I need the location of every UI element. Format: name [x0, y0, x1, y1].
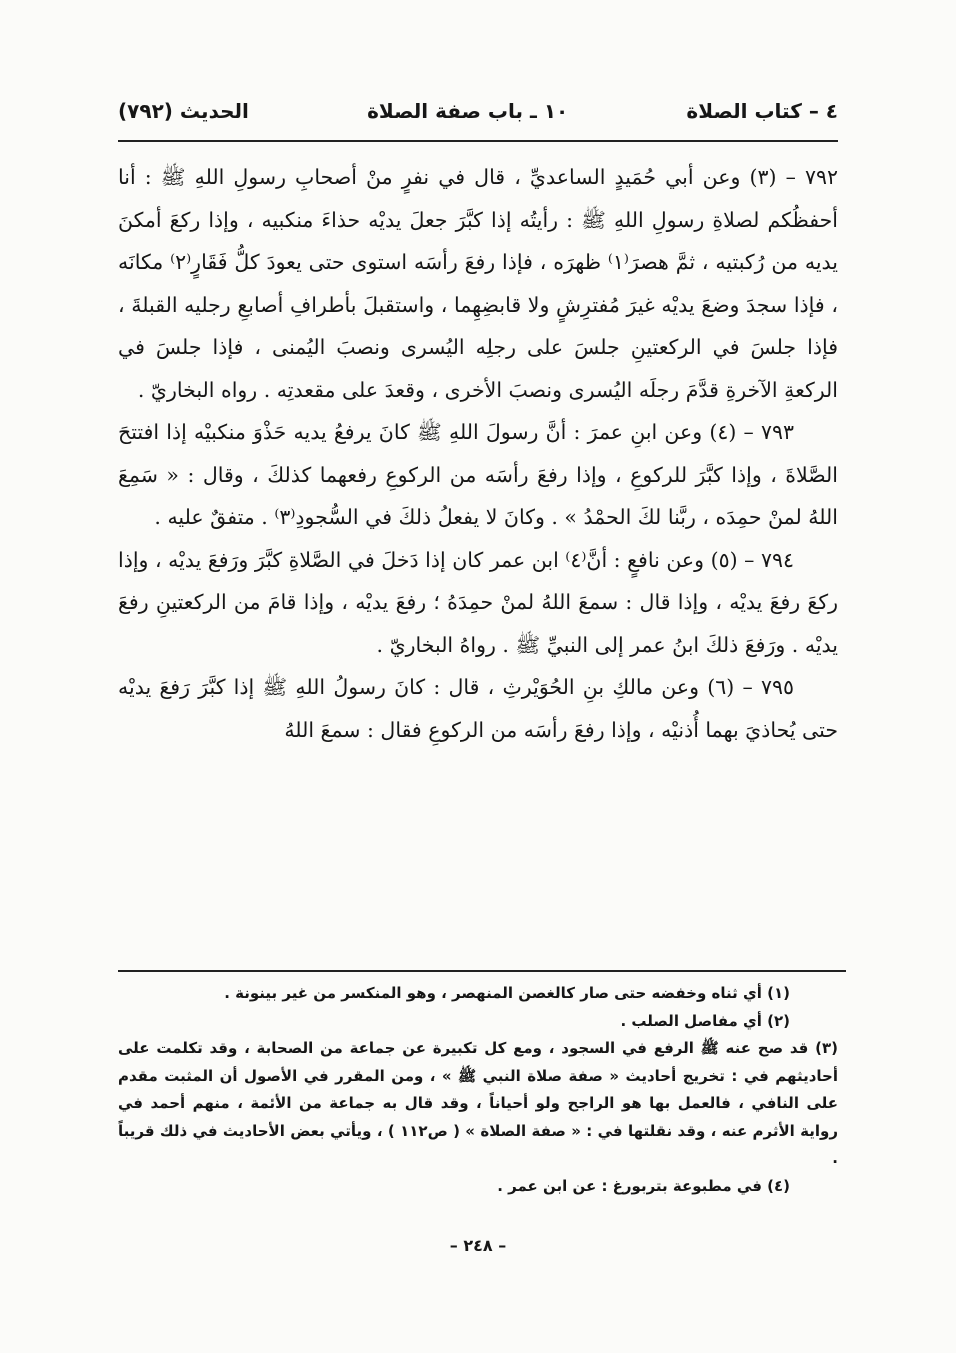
hadith-794: ٧٩٤ – (٥) وعن نافعٍ : أنَّ⁽٤⁾ ابن عمر كان إذا دَخلَ في الصَّلاةِ كبَّرَ ورَفعَ يديْه ، وإذا ركعَ رفعَ يديْه ، وإذا قال : سمعَ اللهُ لمنْ حمِدَهُ ؛ رفعَ يديْه ، وإذا قامَ من الركعتينِ رفعَ يديْه . ورَفعَ ذلكَ ابنُ عمر إلى النبيِّ ﷺ . رواهُ البخاريّ . — [118, 547, 838, 657]
footnote-1: (١) أي ثناه وخفضه حتى صار كالغصن المنهصر ، وهو المنكسر من غير بينونة . — [224, 984, 790, 1002]
page-number: – ٢٤٨ – — [449, 1236, 507, 1255]
hadith-reference: الحديث (٧٩٢) — [118, 99, 249, 123]
hadith-792: ٧٩٢ – (٣) وعن أبي حُمَيدٍ الساعديِّ ، قال في نفرٍ منْ أصحابِ رسولِ اللهِ ﷺ : أنا أحفظُكم لصلاةِ رسولِ اللهِ ﷺ : رأيتُه إذا كبَّرَ جعلَ يديْه حذاءَ منكبيه ، وإذا ركعَ أمكنَ يديه من رُكبتيه ، ثمَّ هصرَ⁽١⁾ ظهرَه ، فإذا رفعَ رأسَه استوى حتى يعودَ كلُّ فَقَارٍ⁽٢⁾ مكانَه ، فإذا سجدَ وضعَ يديْه غيرَ مُفترِشٍ ولا قابضِهِما ، واستقبلَ بأطرافِ أصابعِ رجليه القبلةَ ، فإذا جلسَ في الركعتينِ جلسَ على رجلِه اليُسرى ونصبَ اليُمنى ، فإذا جلسَ في الركعةِ الآخرةِ قدَّمَ رجلَه اليُسرى ونصبَ الأخرى ، وقعدَ على مقعدتِه . رواه البخاريّ . — [118, 165, 839, 402]
header-divider — [118, 140, 838, 142]
footnotes — [118, 980, 838, 1200]
section-title: ١٠ ـ باب صفة الصلاة — [367, 99, 569, 123]
hadith-795: ٧٩٥ – (٦) وعن مالكِ بنِ الحُوَيْرثِ ، قال : كانَ رسولُ اللهِ ﷺ إذا كبَّرَ رَفعَ يديْه حتى يُحاذيَ بهما أُذنيْه ، وإذا رفعَ رأسَه من الركوعِ فقال : سمعَ اللهُ — [118, 675, 838, 742]
footnote-3: (٣) قد صح عنه ﷺ الرفع في السجود ، ومع كل تكبيرة عن جماعة من الصحابة ، وقد تكلمت على أحاديثهم في : تخريج أحاديث « صفة صلاة النبي ﷺ » ، ومن المقرر في الأصول أن المثبت مقدم على النافي ، فالعمل بها هو الراجح ولو أحياناً ، وقد قال به جماعة من الأئمة ، منهم أحمد في رواية الأثرم عنه ، وقد نقلتها في : « صفة الصلاة » ( ص١١٢ ) ، ويأتي بعض الأحاديث في ذلك قريباً . — [118, 1039, 838, 1167]
running-header — [118, 88, 838, 134]
main-text — [118, 156, 838, 751]
footnote-divider — [118, 970, 846, 972]
footnote-4: (٤) في مطبوعة بتربورغ : عن ابن عمر . — [497, 1176, 790, 1195]
hadith-793: ٧٩٣ – (٤) وعن ابنِ عمرَ : أنَّ رسولَ اللهِ ﷺ كانَ يرفعُ يديه حَذْوَ منكبيْه إذا افتتحَ الصَّلاةَ ، وإذا كبَّرَ للركوعِ ، وإذا رفعَ رأسَه من الركوعِ رفعهما كذلكَ ، وقال : « سَمِعَ اللهُ لمنْ حمِدَه ، ربَّنا لكَ الحمْدُ » . وكانَ لا يفعلُ ذلكَ في السُّجودِ⁽٣⁾ . متفقٌ عليه . — [118, 420, 838, 529]
chapter-title: ٤ – كتاب الصلاة — [686, 99, 838, 123]
footnote-2: (٢) أي مفاصل الصلب . — [620, 1011, 790, 1030]
